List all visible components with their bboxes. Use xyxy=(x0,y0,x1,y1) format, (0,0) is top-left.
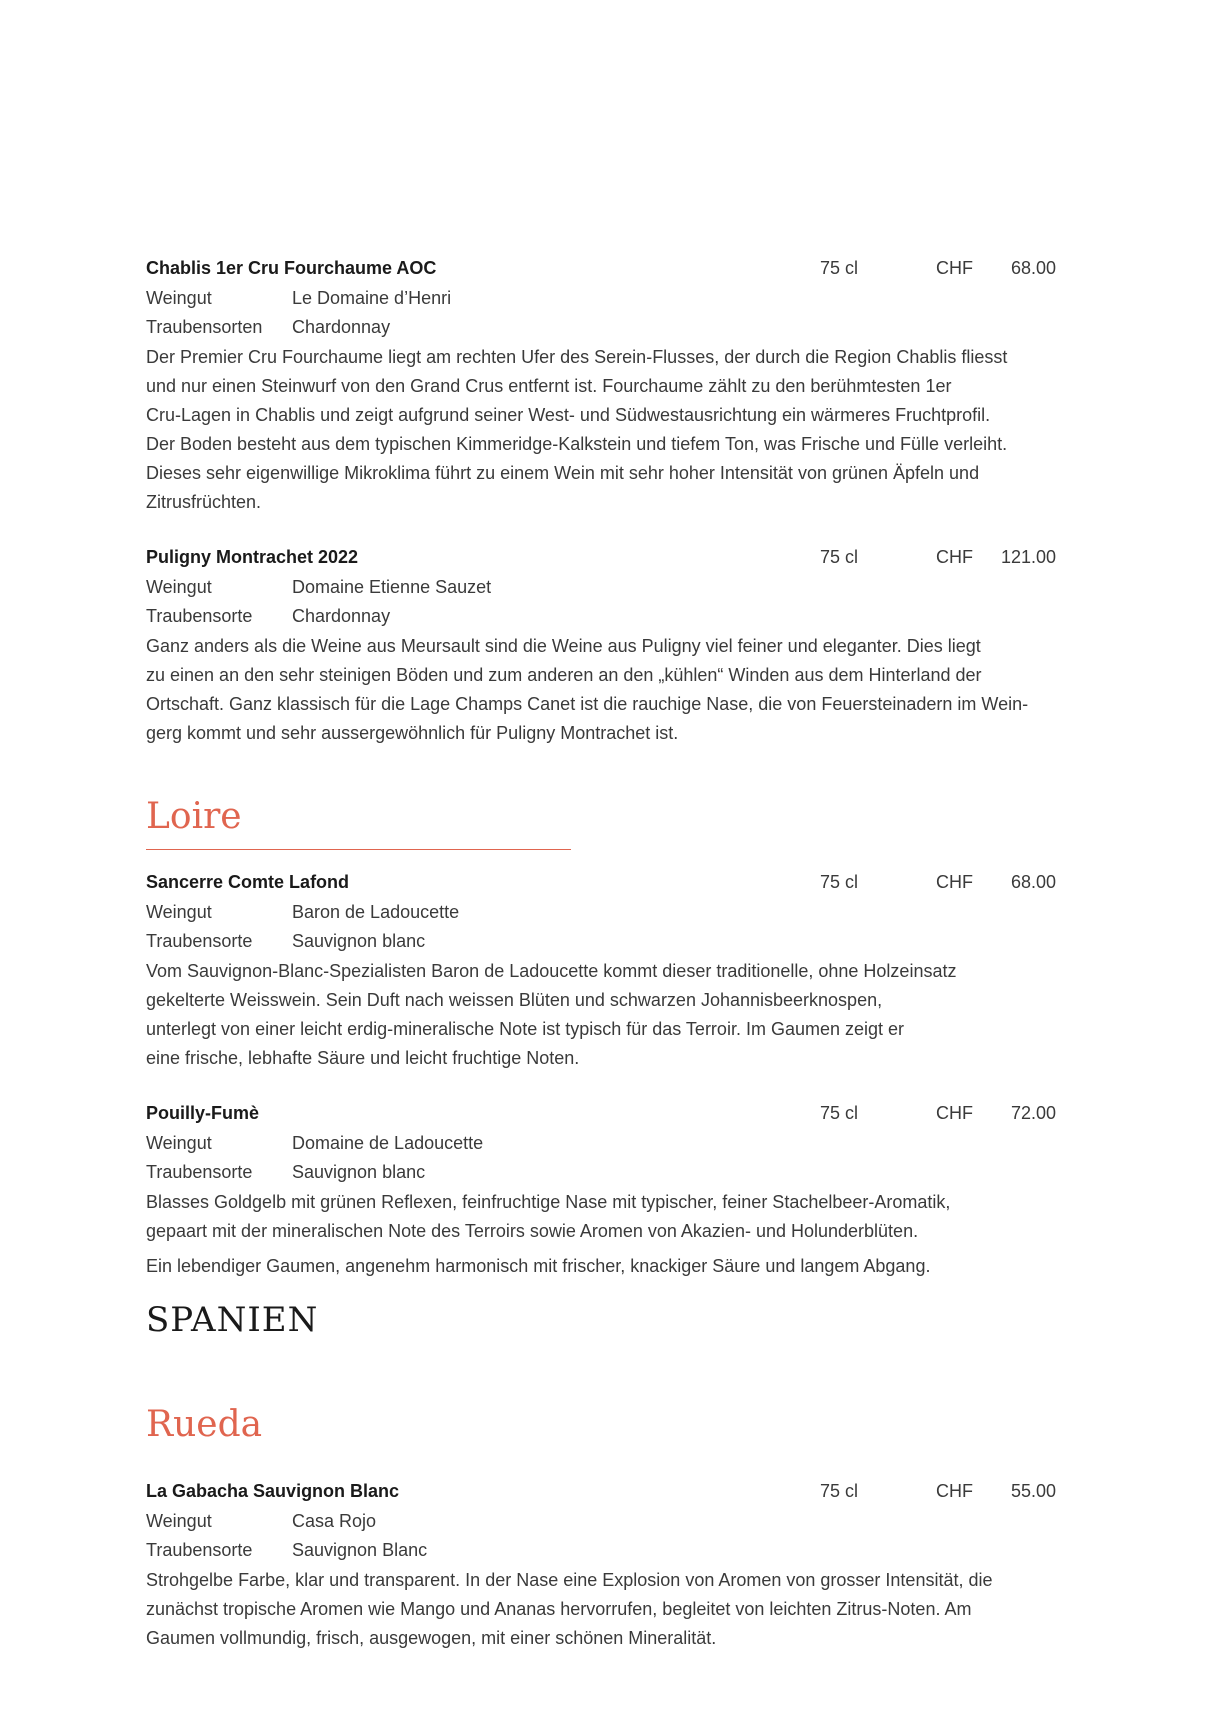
wine-description xyxy=(146,957,1056,1073)
description-line: Ortschaft. Ganz klassisch für die Lage Champs Canet ist die rauchige Nase, die von Feuersteinadern im Wein- xyxy=(146,694,1029,714)
description-line: Gaumen vollmundig, frisch, ausgewogen, mit einer schönen Mineralität. xyxy=(146,1628,717,1648)
grape-value: Chardonnay xyxy=(292,606,391,626)
description-line: zu einen an den sehr steinigen Böden und zum anderen an den „kühlen“ Winden aus dem Hinterland der xyxy=(146,665,982,685)
wine-description xyxy=(146,1566,1056,1653)
estate-label: Weingut xyxy=(146,1511,212,1531)
description-line: eine frische, lebhafte Säure und leicht fruchtige Noten. xyxy=(146,1048,580,1068)
estate-value: Casa Rojo xyxy=(292,1511,377,1531)
wine-name: Chablis 1er Cru Fourchaume AOC xyxy=(146,258,437,278)
wine-volume: 75 cl xyxy=(820,1481,859,1501)
wine-price: 55.00 xyxy=(1010,1481,1056,1501)
estate-label: Weingut xyxy=(146,288,212,308)
grape-label: Traubensorte xyxy=(146,1162,253,1182)
grape-value: Sauvignon blanc xyxy=(292,931,426,951)
wine-name: La Gabacha Sauvignon Blanc xyxy=(146,1481,400,1501)
wine-list-page xyxy=(146,0,1056,1728)
wine-volume: 75 cl xyxy=(820,547,859,567)
grape-label: Traubensorte xyxy=(146,606,253,626)
description-line: Der Boden besteht aus dem typischen Kimmeridge-Kalkstein und tiefem Ton, was Frische und Fülle verleiht. xyxy=(146,434,1008,454)
description-line: gepaart mit der mineralischen Note des Terroirs sowie Aromen von Akazien- und Holunderblüten. xyxy=(146,1221,919,1241)
grape-label: Traubensorten xyxy=(146,317,263,337)
wine-description-extra: Ein lebendiger Gaumen, angenehm harmonisch mit frischer, knackiger Säure und langem Abgang. xyxy=(146,1256,931,1276)
description-line: Strohgelbe Farbe, klar und transparent. In der Nase eine Explosion von Aromen von grosser Intensität, die xyxy=(146,1570,993,1590)
wine-volume: 75 cl xyxy=(820,872,859,892)
wine-volume: 75 cl xyxy=(820,258,859,278)
description-line: gekelterte Weisswein. Sein Duft nach weissen Blüten und schwarzen Johannisbeerknospen, xyxy=(146,990,883,1010)
wine-name: Sancerre Comte Lafond xyxy=(146,872,350,892)
wine-price: 68.00 xyxy=(1010,258,1056,278)
description-line: und nur einen Steinwurf von den Grand Crus entfernt ist. Fourchaume zählt zu den berühmtesten 1er xyxy=(146,376,952,396)
grape-value: Chardonnay xyxy=(292,317,391,337)
country-heading-spanien: SPANIEN xyxy=(146,1300,319,1340)
description-line: Dieses sehr eigenwillige Mikroklima führt zu einem Wein mit sehr hoher Intensität von grünen Äpfeln und xyxy=(146,463,980,483)
region-underline xyxy=(146,849,571,850)
wine-price: 68.00 xyxy=(1010,872,1056,892)
estate-value: Domaine Etienne Sauzet xyxy=(292,577,492,597)
wine-price: 72.00 xyxy=(1010,1103,1056,1123)
wine-name: Puligny Montrachet 2022 xyxy=(146,547,359,567)
estate-value: Le Domaine d’Henri xyxy=(292,288,452,308)
wine-description xyxy=(146,343,1056,517)
grape-label: Traubensorte xyxy=(146,1540,253,1560)
estate-value: Baron de Ladoucette xyxy=(292,902,460,922)
estate-value: Domaine de Ladoucette xyxy=(292,1133,484,1153)
wine-price: 121.00 xyxy=(1000,547,1056,567)
wine-volume: 75 cl xyxy=(820,1103,859,1123)
region-heading-loire: Loire xyxy=(146,796,242,837)
description-line: Der Premier Cru Fourchaume liegt am rechten Ufer des Serein-Flusses, der durch die Region Chablis fliesst xyxy=(146,347,1008,367)
wine-name: Pouilly-Fumè xyxy=(146,1103,260,1123)
estate-label: Weingut xyxy=(146,902,212,922)
description-line: zunächst tropische Aromen wie Mango und Ananas hervorrufen, begleitet von leichten Zitrus-Noten. Am xyxy=(146,1599,972,1619)
wine-currency: CHF xyxy=(936,258,973,278)
description-line: Ganz anders als die Weine aus Meursault sind die Weine aus Puligny viel feiner und eleganter. Dies liegt xyxy=(146,636,981,656)
description-line: Blasses Goldgelb mit grünen Reflexen, feinfruchtige Nase mit typischer, feiner Stachelbeer-Aromatik, xyxy=(146,1192,951,1212)
wine-currency: CHF xyxy=(936,547,973,567)
description-line: Zitrusfrüchten. xyxy=(146,492,262,512)
description-line: Cru-Lagen in Chablis und zeigt aufgrund seiner West- und Südwestausrichtung ein wärmeres Fruchtprofil. xyxy=(146,405,991,425)
wine-currency: CHF xyxy=(936,1103,973,1123)
wine-currency: CHF xyxy=(936,1481,973,1501)
wine-description xyxy=(146,1188,1056,1246)
description-line: gerg kommt und sehr aussergewöhnlich für Puligny Montrachet ist. xyxy=(146,723,679,743)
grape-label: Traubensorte xyxy=(146,931,253,951)
wine-description xyxy=(146,632,1056,748)
estate-label: Weingut xyxy=(146,1133,212,1153)
wine-currency: CHF xyxy=(936,872,973,892)
estate-label: Weingut xyxy=(146,577,212,597)
region-heading-rueda: Rueda xyxy=(146,1404,263,1445)
description-line: unterlegt von einer leicht erdig-mineralische Note ist typisch für das Terroir. Im Gaumen zeigt er xyxy=(146,1019,905,1039)
description-line: Vom Sauvignon-Blanc-Spezialisten Baron de Ladoucette kommt dieser traditionelle, ohne Holzeinsatz xyxy=(146,961,957,981)
grape-value: Sauvignon Blanc xyxy=(292,1540,428,1560)
grape-value: Sauvignon blanc xyxy=(292,1162,426,1182)
